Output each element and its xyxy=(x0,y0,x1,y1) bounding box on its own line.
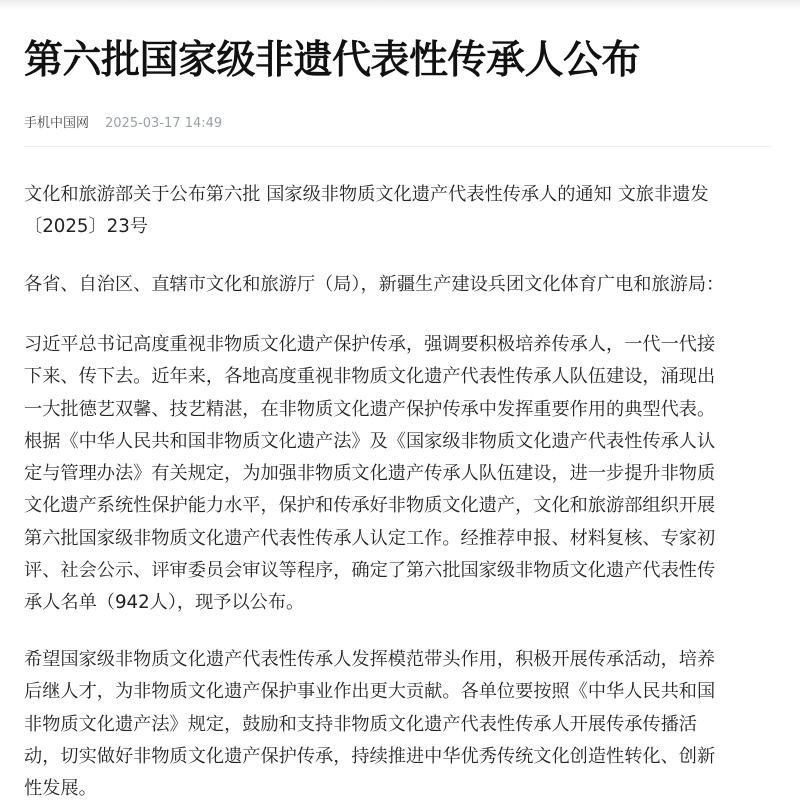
paragraph-line: 下来、传下去。近年来，各地高度重视非物质文化遗产代表性传承人队伍建设，涌现出 xyxy=(24,366,716,388)
paragraph-line: 文化遗产系统性保护能力水平，保护和传承好非物质文化遗产，文化和旅游部组织开展 xyxy=(24,495,716,517)
paragraph-line: 动，切实做好非物质文化遗产保护传承，持续推进中华优秀传统文化创造性转化、创新 xyxy=(24,745,716,767)
paragraph-salutation xyxy=(24,269,724,301)
paragraph-line: 文化和旅游部关于公布第六批 国家级非物质文化遗产代表性传承人的通知 文旅非遗发 xyxy=(24,184,709,205)
article-title: 第六批国家级非遗代表性传承人公布 xyxy=(24,38,641,83)
paragraph-line: 评、社会公示、评审委员会审议等程序，确定了第六批国家级非物质文化遗产代表性传 xyxy=(24,560,716,582)
paragraph-line: 后继人才，为非物质文化遗产保护事业作出更大贡献。各单位要按照《中华人民共和国 xyxy=(24,681,716,703)
paragraph-line: 习近平总书记高度重视非物质文化遗产保护传承，强调要积极培养传承人，一代一代接 xyxy=(24,334,716,355)
paragraph-line: 定与管理办法》有关规定，为加强非物质文化遗产传承人队伍建设，进一步提升非物质 xyxy=(24,463,716,485)
article-source[interactable]: 手机中国网 xyxy=(24,116,90,131)
paragraph-body-2 xyxy=(24,644,715,805)
paragraph-line: 希望国家级非物质文化遗产代表性传承人发挥模范带头作用，积极开展传承活动，培养 xyxy=(24,649,716,670)
paragraph-line: 〔2025〕23号 xyxy=(24,216,148,238)
paragraph-line: 非物质文化遗产法》规定，鼓励和支持非物质文化遗产代表性传承人开展传承传播活 xyxy=(24,713,697,735)
paragraph-line: 承人名单（942人），现予以公布。 xyxy=(24,592,305,614)
paragraph-line: 各省、自治区、直辖市文化和旅游厅（局），新疆生产建设兵团文化体育广电和旅游局： xyxy=(24,274,725,295)
paragraph-notice-title xyxy=(24,179,709,244)
top-shadow xyxy=(0,0,800,10)
article-timestamp: 2025-03-17 14:49 xyxy=(105,116,223,131)
article-meta xyxy=(24,114,222,134)
paragraph-body-1 xyxy=(24,329,715,620)
paragraph-line: 性发展。 xyxy=(24,778,97,800)
paragraph-line: 根据《中华人民共和国非物质文化遗产法》及《国家级非物质文化遗产代表性传承人认 xyxy=(24,430,716,452)
paragraph-line: 一大批德艺双馨、技艺精湛，在非物质文化遗产保护传承中发挥重要作用的典型代表。 xyxy=(24,398,716,420)
header-divider xyxy=(24,146,772,147)
paragraph-line: 第六批国家级非物质文化遗产代表性传承人认定工作。经推荐申报、材料复核、专家初 xyxy=(24,527,716,549)
